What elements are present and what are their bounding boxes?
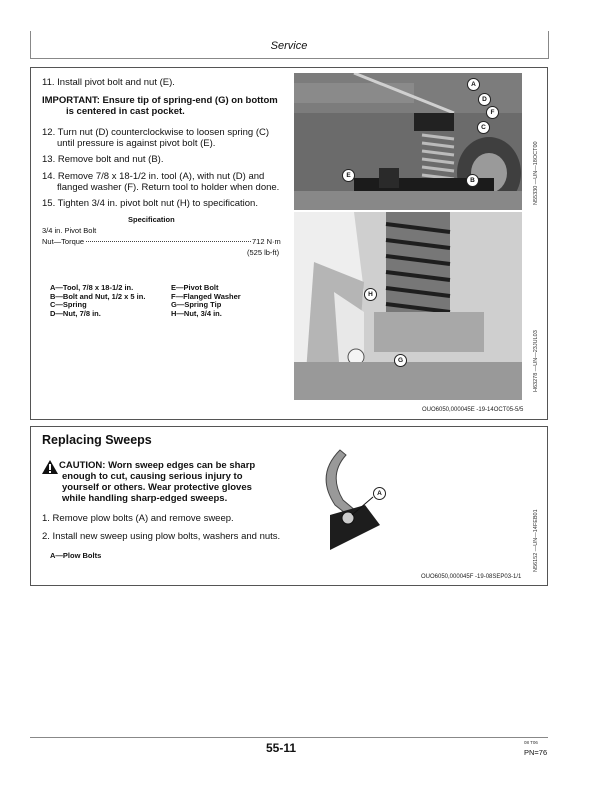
- callout-h: H: [364, 288, 377, 301]
- callout-d: D: [478, 93, 491, 106]
- replacing-sweeps-section: [30, 426, 548, 586]
- step-13: 13. Remove bolt and nut (B).: [42, 154, 164, 165]
- spec-leader: [86, 241, 251, 242]
- spec-item: 3/4 in. Pivot Bolt: [42, 226, 97, 235]
- spring-tip-illustration: [294, 212, 522, 400]
- page-header-title: Service: [270, 40, 308, 52]
- step-12: 12. Turn nut (D) counterclockwise to loosen spring (C): [42, 127, 270, 138]
- sweep-illustration: [310, 445, 420, 555]
- callout-c: C: [477, 121, 490, 134]
- figure-code-3: N56152 —UN—14FEB01: [533, 509, 539, 572]
- step-14-cont: flanged washer (F). Return tool to holder when done.: [57, 182, 280, 193]
- callout-e: E: [342, 169, 355, 182]
- sweep-step-1: 1. Remove plow bolts (A) and remove sweep.: [42, 513, 234, 524]
- figure-code-1: N55330 —UN—18OCT00: [533, 141, 539, 205]
- section-title: Replacing Sweeps: [42, 433, 152, 447]
- legend-item: A—Tool, 7/8 x 18-1/2 in.: [50, 283, 134, 292]
- legend-item: G—Spring Tip: [171, 300, 222, 310]
- legend-left: [50, 284, 145, 318]
- sweep-step-2: 2. Install new sweep using plow bolts, washers and nuts.: [42, 531, 281, 542]
- legend-item: D—Nut, 7/8 in.: [50, 308, 101, 318]
- spec-value-alt: (525 lb-ft): [247, 248, 280, 257]
- legend-item: E—Pivot Bolt: [171, 283, 219, 292]
- footer-small-code: 08 T06: [524, 740, 538, 745]
- sweep-legend: A—Plow Bolts: [50, 551, 102, 560]
- reference-code-1: OUO6050,000045E -19-14OCT05-5/5: [422, 407, 524, 413]
- warning-icon: [42, 460, 58, 474]
- legend-item: C—Spring: [50, 300, 87, 310]
- spring-tip-photo: [294, 212, 522, 400]
- callout-b: B: [466, 174, 479, 187]
- spec-value: 712 N·m: [252, 237, 281, 246]
- caution-line-2: enough to cut, causing serious injury to: [62, 471, 243, 482]
- pivot-assembly-photo: [294, 73, 522, 210]
- step-11: 11. Install pivot bolt and nut (E).: [42, 77, 175, 88]
- reference-code-2: OUO6050,000045F -19-08SEP03-1/1: [421, 574, 522, 580]
- callout-g: G: [394, 354, 407, 367]
- important-line-1: IMPORTANT: Ensure tip of spring-end (G) on bottom: [42, 95, 278, 106]
- footer-rule: [30, 737, 548, 738]
- figure-code-2: H63278 —UN—23JUL03: [533, 330, 539, 392]
- caution-line-1: CAUTION: Worn sweep edges can be sharp: [59, 460, 256, 471]
- part-number: PN=76: [524, 748, 548, 757]
- caution-line-4: while handling sharp-edged sweeps.: [62, 493, 228, 504]
- spec-title: Specification: [128, 215, 175, 224]
- step-14: 14. Remove 7/8 x 18-1/2 in. tool (A), with nut (D) and: [42, 171, 265, 182]
- legend-right: [171, 284, 241, 318]
- legend-item: F—Flanged Washer: [171, 291, 241, 301]
- header-rule: [30, 58, 548, 59]
- callout-f: F: [486, 106, 499, 119]
- step-12-cont: until pressure is against pivot bolt (E).: [57, 138, 216, 149]
- important-line-2: is centered in cast pocket.: [66, 106, 185, 117]
- step-15: 15. Tighten 3/4 in. pivot bolt nut (H) to specification.: [42, 198, 258, 209]
- callout-plow-bolts: A: [373, 487, 386, 500]
- page-number: 55-11: [266, 741, 297, 755]
- callout-a: A: [467, 78, 480, 91]
- spec-label: Nut—Torque: [42, 237, 85, 246]
- legend-item: B—Bolt and Nut, 1/2 x 5 in.: [50, 291, 146, 301]
- legend-item: H—Nut, 3/4 in.: [171, 308, 222, 318]
- caution-line-3: yourself or others. Wear protective gloves: [62, 482, 252, 493]
